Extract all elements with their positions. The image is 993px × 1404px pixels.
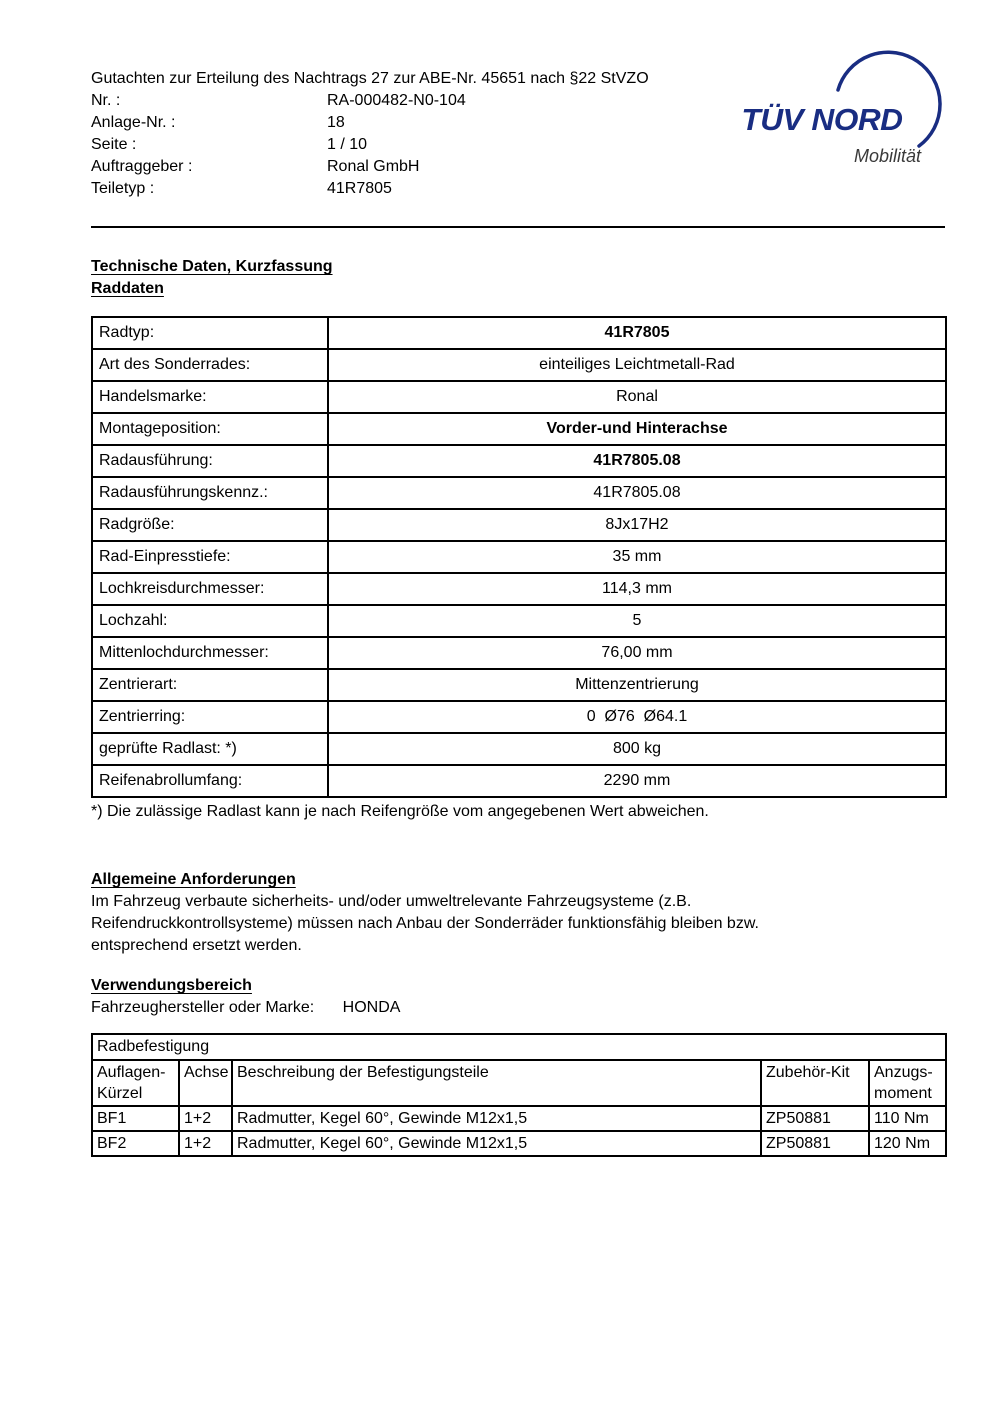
technische-daten-headings — [91, 256, 945, 300]
raddaten-row-value: Ronal — [328, 381, 946, 413]
radbefestigung-achse-cell: 1+2 — [179, 1131, 232, 1156]
raddaten-row-label: Radausführung: — [92, 445, 328, 477]
allgemeine-anforderungen-line: Im Fahrzeug verbaute sicherheits- und/oder umweltrelevante Fahrzeugsysteme (z.B. — [91, 893, 692, 910]
raddaten-table — [91, 316, 947, 798]
tuev-nord-logo — [733, 42, 947, 180]
radbefestigung-column-header: Beschreibung der Befestigungsteile — [232, 1060, 761, 1106]
raddaten-row — [92, 317, 946, 349]
raddaten-row-value: Mittenzentrierung — [328, 669, 946, 701]
raddaten-table-body — [92, 317, 946, 797]
raddaten-row — [92, 349, 946, 381]
allgemeine-anforderungen-line: entsprechend ersetzt werden. — [91, 937, 302, 954]
raddaten-row-label: Handelsmarke: — [92, 381, 328, 413]
raddaten-row-label: Montageposition: — [92, 413, 328, 445]
raddaten-row-label: Zentrierring: — [92, 701, 328, 733]
raddaten-row-value: 41R7805.08 — [328, 477, 946, 509]
raddaten-row — [92, 445, 946, 477]
fahrzeughersteller-value: HONDA — [342, 999, 401, 1016]
logo-tagline-text: Mobilität — [853, 146, 921, 166]
raddaten-row — [92, 669, 946, 701]
section-heading-allgemeine-anforderungen: Allgemeine Anforderungen — [91, 871, 296, 888]
raddaten-row-value: Vorder-und Hinterachse — [328, 413, 946, 445]
section-heading-verwendungsbereich: Verwendungsbereich — [91, 977, 252, 994]
radbefestigung-zubehoer-kit-cell: ZP50881 — [761, 1106, 869, 1131]
raddaten-row-label: Radgröße: — [92, 509, 328, 541]
header-field-label: Anlage-Nr. : — [91, 114, 176, 131]
raddaten-row-label: Radausführungskennz.: — [92, 477, 328, 509]
header-field-value: 18 — [327, 114, 345, 131]
raddaten-row-label: Art des Sonderrades: — [92, 349, 328, 381]
raddaten-row — [92, 637, 946, 669]
radbefestigung-kuerzel-cell: BF2 — [92, 1131, 179, 1156]
raddaten-row-value: 76,00 mm — [328, 637, 946, 669]
raddaten-row-value: 114,3 mm — [328, 573, 946, 605]
raddaten-row — [92, 477, 946, 509]
raddaten-row-label: Radtyp: — [92, 317, 328, 349]
section-heading-technische-daten: Technische Daten, Kurzfassung — [91, 258, 333, 275]
radbefestigung-zubehoer-kit-cell: ZP50881 — [761, 1131, 869, 1156]
header-field-label: Seite : — [91, 136, 137, 153]
logo-brand-text: TÜV NORD — [741, 102, 903, 137]
header-divider — [91, 226, 945, 228]
radbefestigung-column-header: Auflagen-Kürzel — [92, 1060, 179, 1106]
document-page — [91, 0, 945, 1157]
radbefestigung-column-header: Anzugs-moment — [869, 1060, 946, 1106]
radbefestigung-kuerzel-cell: BF1 — [92, 1106, 179, 1131]
document-header — [91, 0, 945, 200]
raddaten-row-value: 41R7805 — [328, 317, 946, 349]
header-field-label: Auftraggeber : — [91, 158, 193, 175]
raddaten-row-value: 800 kg — [328, 733, 946, 765]
radbefestigung-column-header: Achse — [179, 1060, 232, 1106]
radbefestigung-beschreibung-cell: Radmutter, Kegel 60°, Gewinde M12x1,5 — [232, 1131, 761, 1156]
raddaten-row — [92, 413, 946, 445]
raddaten-row-label: Lochzahl: — [92, 605, 328, 637]
header-field-row — [91, 178, 945, 200]
raddaten-row-label: Reifenabrollumfang: — [92, 765, 328, 797]
raddaten-row-value: 0 Ø76 Ø64.1 — [328, 701, 946, 733]
header-field-value: 1 / 10 — [327, 136, 368, 153]
fahrzeughersteller-label: Fahrzeughersteller oder Marke: — [91, 999, 315, 1016]
raddaten-row-value: 5 — [328, 605, 946, 637]
allgemeine-anforderungen-line: Reifendruckkontrollsysteme) müssen nach Anbau der Sonderräder funktionsfähig bleiben bzw. — [91, 915, 759, 932]
radbefestigung-title: Radbefestigung — [92, 1034, 946, 1060]
radbefestigung-header-row — [92, 1060, 946, 1106]
radbefestigung-anzugsmoment-cell: 120 Nm — [869, 1131, 946, 1156]
raddaten-row — [92, 573, 946, 605]
fahrzeughersteller-line — [91, 997, 945, 1019]
radbefestigung-table-head — [92, 1034, 946, 1106]
radbefestigung-achse-cell: 1+2 — [179, 1106, 232, 1131]
raddaten-row — [92, 541, 946, 573]
raddaten-row-label: Zentrierart: — [92, 669, 328, 701]
radlast-footnote: *) Die zulässige Radlast kann je nach Reifengröße vom angegebenen Wert abweichen. — [91, 803, 709, 820]
radbefestigung-row — [92, 1131, 946, 1156]
raddaten-row — [92, 701, 946, 733]
raddaten-row-value: 8Jx17H2 — [328, 509, 946, 541]
header-field-label: Nr. : — [91, 92, 121, 109]
radbefestigung-title-row — [92, 1034, 946, 1060]
raddaten-row — [92, 605, 946, 637]
radbefestigung-row — [92, 1106, 946, 1131]
raddaten-row — [92, 733, 946, 765]
radbefestigung-beschreibung-cell: Radmutter, Kegel 60°, Gewinde M12x1,5 — [232, 1106, 761, 1131]
raddaten-row-value: 41R7805.08 — [328, 445, 946, 477]
header-field-label: Teiletyp : — [91, 180, 155, 197]
raddaten-row-value: 2290 mm — [328, 765, 946, 797]
document-title: Gutachten zur Erteilung des Nachtrags 27 zur ABE-Nr. 45651 nach §22 StVZO — [91, 70, 649, 87]
header-field-value: RA-000482-N0-104 — [327, 92, 466, 109]
raddaten-row-label: geprüfte Radlast: *) — [92, 733, 328, 765]
header-field-value: Ronal GmbH — [327, 158, 420, 175]
raddaten-row-value: einteiliges Leichtmetall-Rad — [328, 349, 946, 381]
radbefestigung-table — [91, 1033, 947, 1157]
raddaten-row-label: Rad-Einpresstiefe: — [92, 541, 328, 573]
raddaten-row-label: Lochkreisdurchmesser: — [92, 573, 328, 605]
radbefestigung-anzugsmoment-cell: 110 Nm — [869, 1106, 946, 1131]
radbefestigung-column-header: Zubehör-Kit — [761, 1060, 869, 1106]
header-field-value: 41R7805 — [327, 180, 392, 197]
raddaten-row-value: 35 mm — [328, 541, 946, 573]
raddaten-row — [92, 509, 946, 541]
raddaten-row — [92, 765, 946, 797]
allgemeine-anforderungen-text — [91, 891, 945, 957]
allgemeine-anforderungen-section — [91, 869, 945, 957]
section-heading-raddaten: Raddaten — [91, 280, 164, 297]
radbefestigung-table-body — [92, 1106, 946, 1156]
raddaten-row — [92, 381, 946, 413]
raddaten-row-label: Mittenlochdurchmesser: — [92, 637, 328, 669]
verwendungsbereich-section — [91, 975, 945, 1019]
